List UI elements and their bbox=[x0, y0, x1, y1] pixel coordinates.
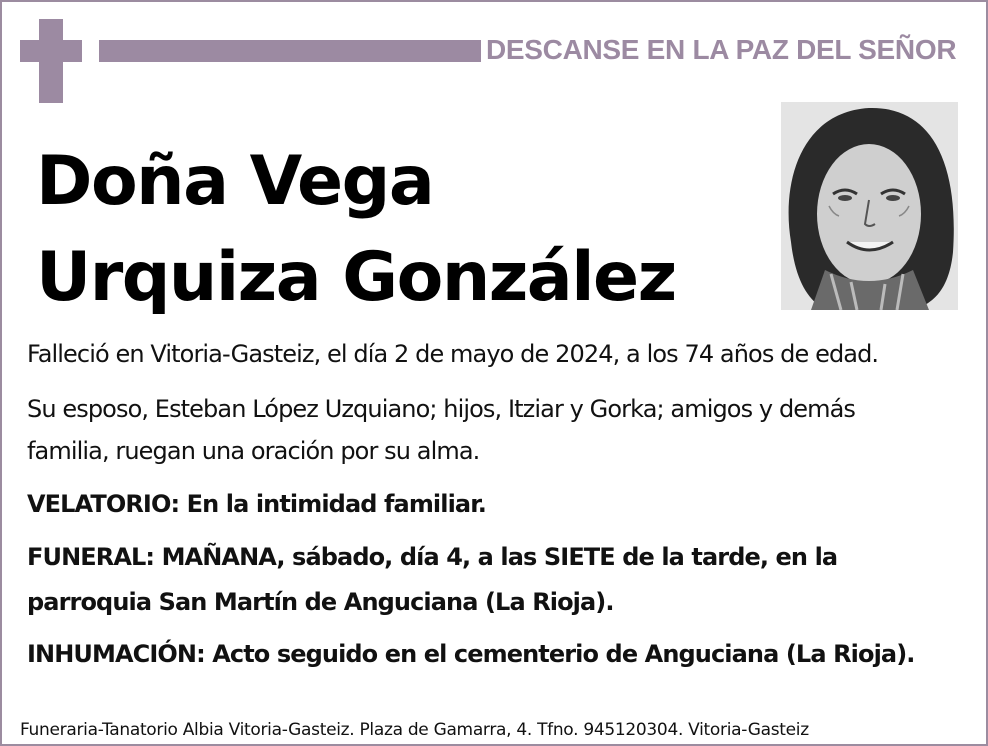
portrait-image bbox=[781, 102, 958, 310]
funeral-home-info: Funeraria-Tanatorio Albia Vitoria-Gasteiz. Plaza de Gamarra, 4. Tfno. 945120304. Vitoria-Gasteiz bbox=[20, 720, 809, 740]
header-motto: DESCANSE EN LA PAZ DEL SEÑOR bbox=[486, 34, 957, 65]
death-notice: Falleció en Vitoria-Gasteiz, el día 2 de mayo de 2024, a los 74 años de edad. bbox=[27, 340, 879, 368]
funeral-line-1: FUNERAL: MAÑANA, sábado, día 4, a las SIETE de la tarde, en la bbox=[27, 543, 838, 571]
wake-info: VELATORIO: En la intimidad familiar. bbox=[27, 490, 486, 518]
header-band bbox=[99, 40, 481, 62]
deceased-name-line2: Urquiza González bbox=[36, 238, 676, 317]
family-line-1: Su esposo, Esteban López Uzquiano; hijos, Itziar y Gorka; amigos y demás bbox=[27, 395, 856, 423]
deceased-name-line1: Doña Vega bbox=[36, 142, 434, 221]
deceased-name bbox=[36, 134, 676, 326]
cross-icon-bar bbox=[20, 40, 82, 62]
burial-info: INHUMACIÓN: Acto seguido en el cementerio de Anguciana (La Rioja). bbox=[27, 640, 915, 668]
portrait-photo bbox=[781, 102, 958, 310]
family-line-2: familia, ruegan una oración por su alma. bbox=[27, 437, 480, 465]
funeral-line-2: parroquia San Martín de Anguciana (La Rioja). bbox=[27, 588, 614, 616]
